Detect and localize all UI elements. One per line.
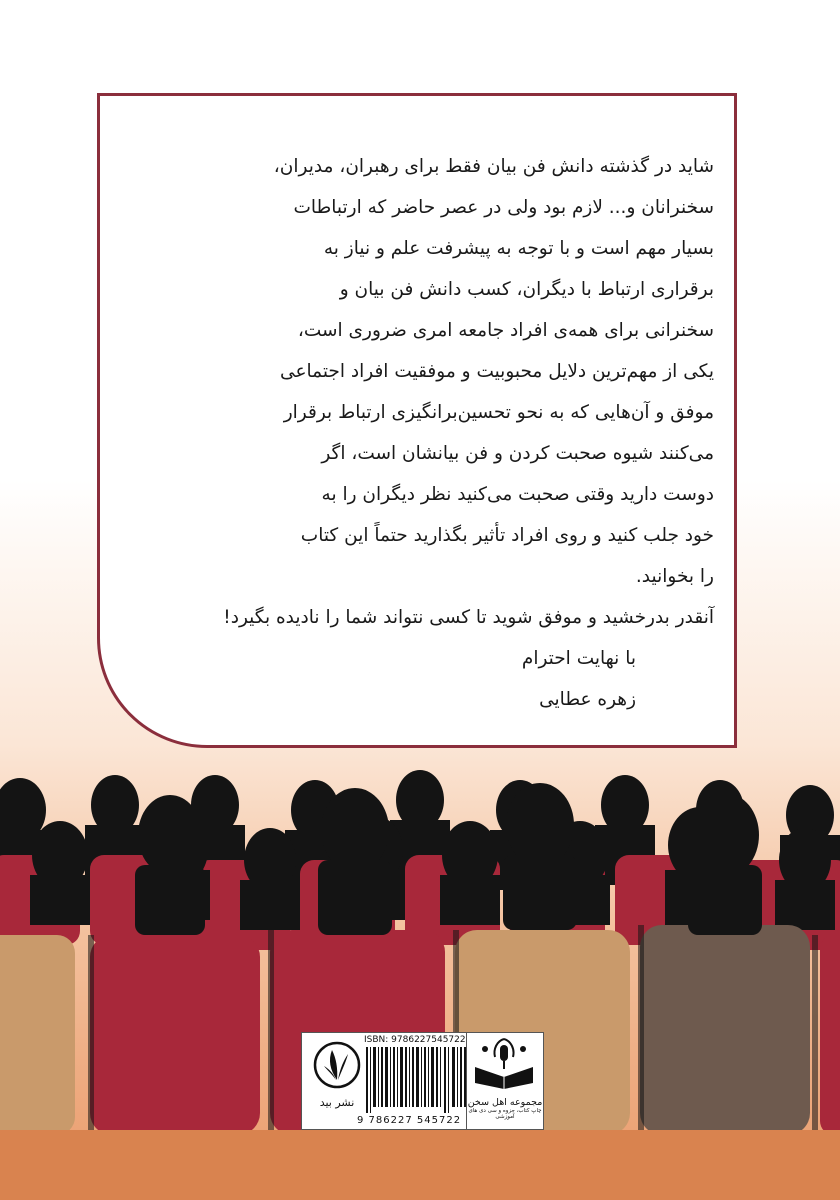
text-line: یکی از مهم‌ترین دلایل محبوبیت و موفقیت افراد اجتماعی bbox=[280, 361, 714, 382]
text-line: دوست دارید وقتی صحبت می‌کنید نظر دیگران را به bbox=[321, 484, 714, 505]
text-line: شاید در گذشته دانش فن بیان فقط برای رهبران، مدیران، bbox=[273, 156, 714, 177]
text-line: سخنرانان و... لازم بود ولی در عصر حاضر که ارتباطات bbox=[293, 197, 714, 218]
floor-strip bbox=[0, 1130, 840, 1200]
author-name: زهره عطایی bbox=[539, 689, 636, 710]
text-line: موفق و آن‌هایی که به نحو تحسین‌برانگیزی ارتباط برقرار bbox=[283, 402, 714, 423]
publisher-right-name: مجموعه اهل سخن bbox=[467, 1097, 543, 1108]
text-line: خود جلب کنید و روی افراد تأثیر بگذارید حتماً این کتاب bbox=[300, 525, 714, 546]
isbn-digits: 9 786227 545722 bbox=[357, 1115, 462, 1126]
isbn-label: ISBN: 9786227545722 bbox=[364, 1035, 466, 1045]
publisher-left-name: نشر بید bbox=[319, 1096, 355, 1109]
signoff: با نهایت احترام bbox=[521, 648, 636, 669]
publisher-logo-left bbox=[310, 1040, 364, 1109]
text-line: می‌کنند شیوه صحبت کردن و فن بیانشان است، اگر bbox=[321, 443, 714, 464]
text-line: را بخوانید. bbox=[635, 566, 714, 587]
closing-line: آنقدر بدرخشید و موفق شوید تا کسی نتواند شما را نادیده بگیرد! bbox=[223, 607, 714, 628]
publisher-logo-right bbox=[466, 1032, 544, 1130]
publisher-right-subtitle: چاپ کتاب، جزوه و سی دی های آموزشی bbox=[468, 1108, 542, 1120]
leaf-logo-icon bbox=[312, 1040, 362, 1090]
book-microphone-icon bbox=[467, 1033, 541, 1093]
description-panel bbox=[97, 93, 737, 748]
description-text bbox=[122, 146, 714, 597]
text-line: برقراری ارتباط با دیگران، کسب دانش فن بیان و bbox=[339, 279, 714, 300]
text-line: سخنرانی برای همه‌ی افراد جامعه امری ضروری است، bbox=[297, 320, 714, 341]
text-line: بسیار مهم است و با توجه به پیشرفت علم و نیاز به bbox=[323, 238, 714, 259]
